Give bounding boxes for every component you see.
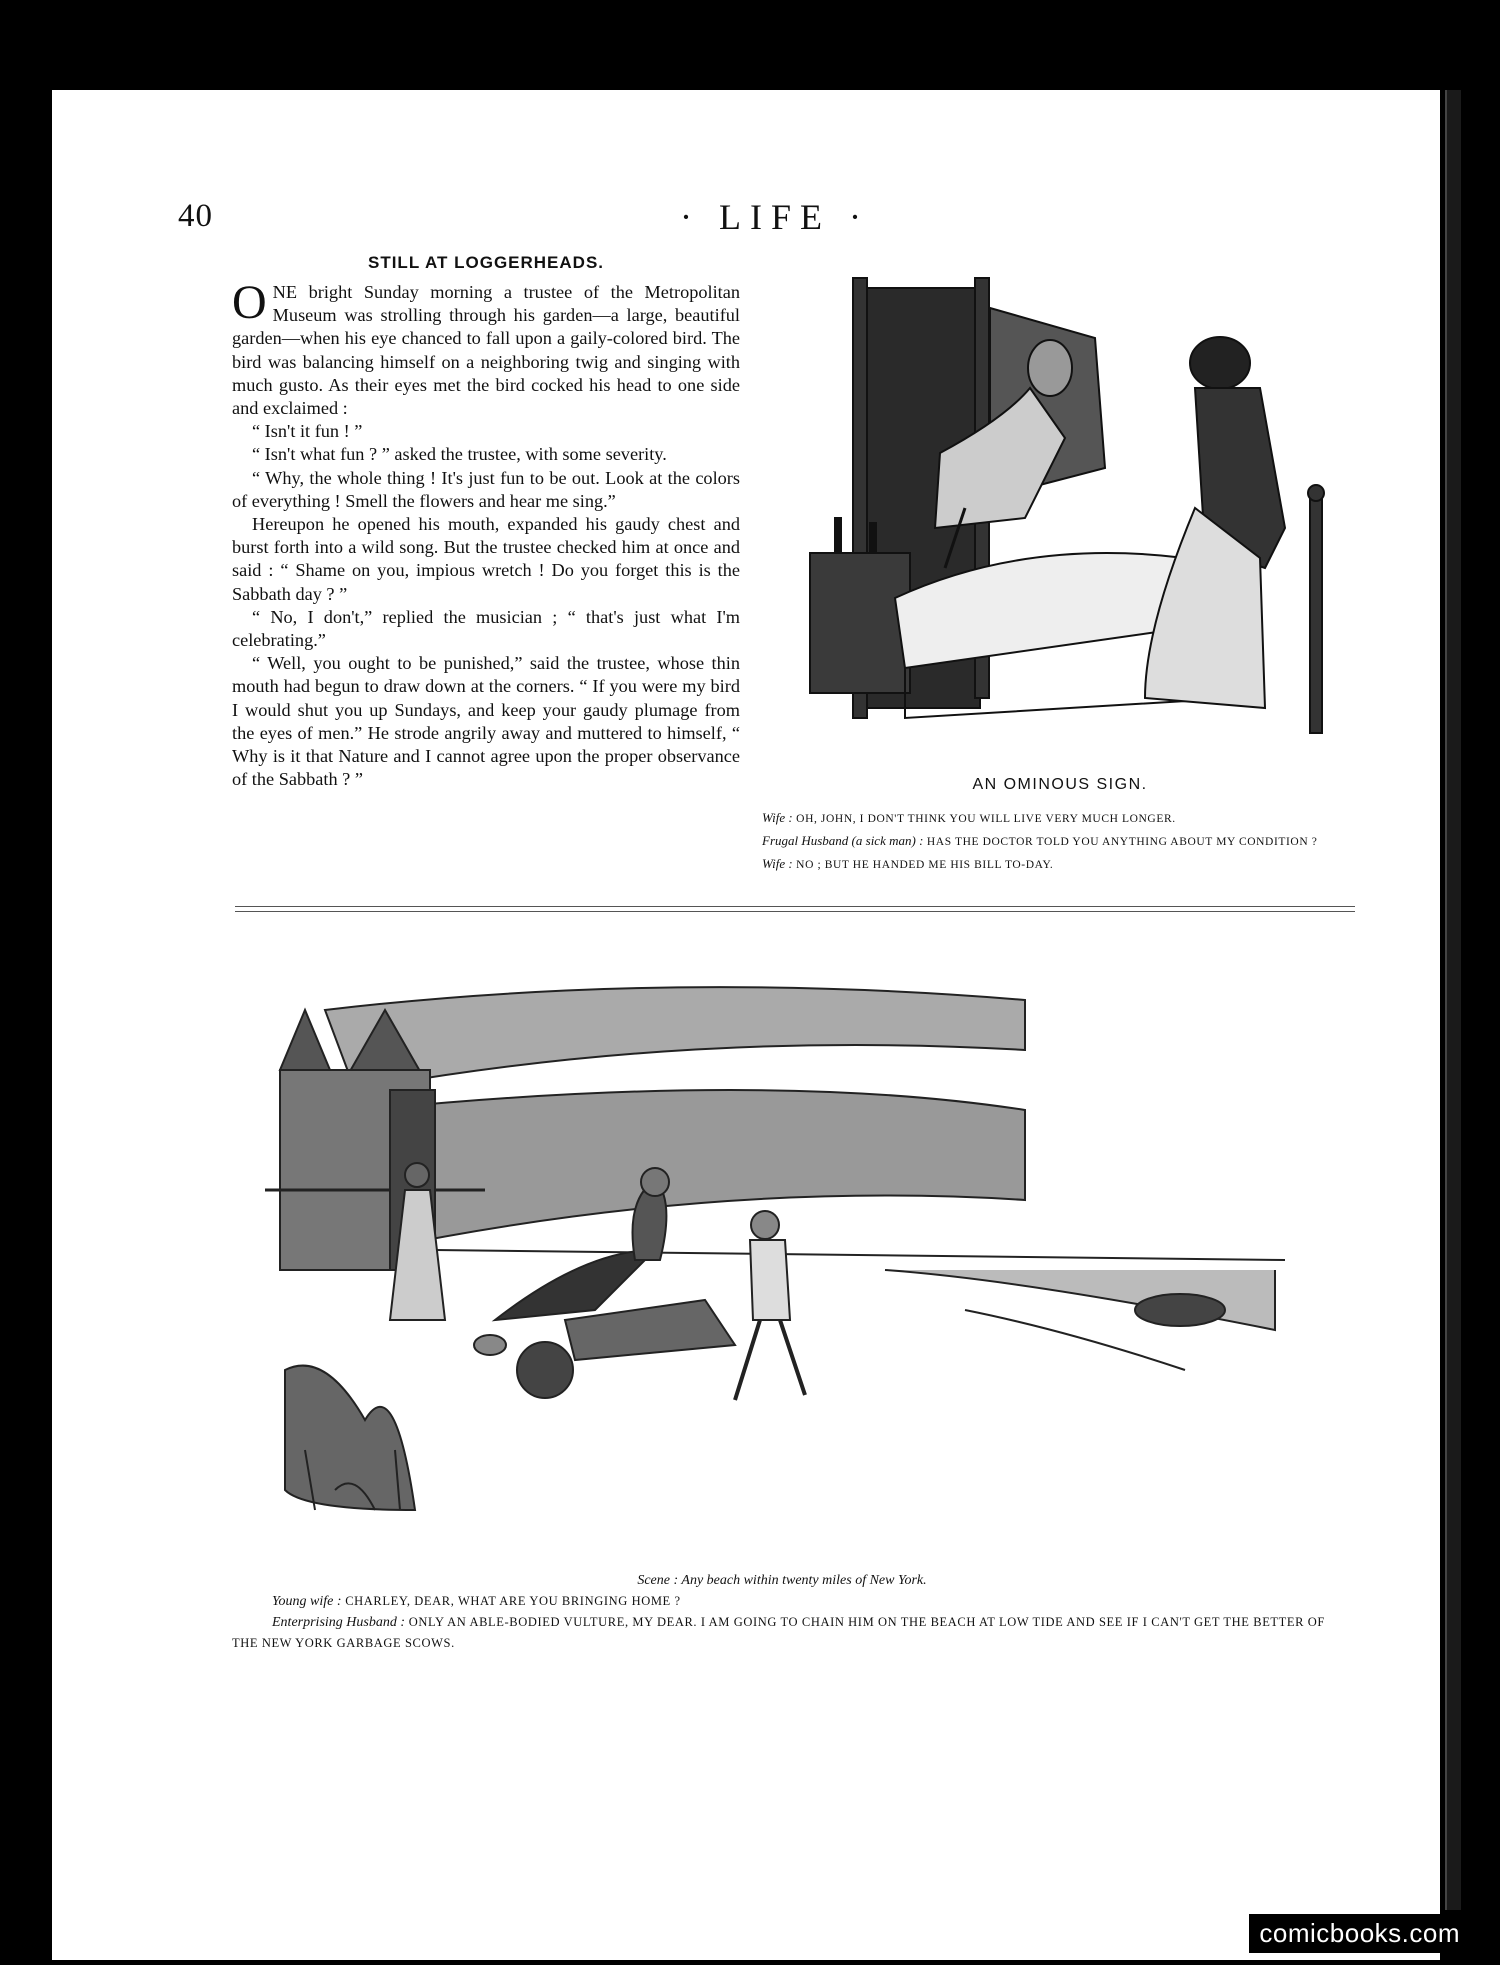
- beach-vulture-illustration: [265, 950, 1285, 1575]
- article-paragraph: ONE bright Sunday morning a trustee of the Metropolitan Museum was strolling through his garden—a large, beautiful garden—when his eye chanced to fall upon a gaily-colored bird. The bird was balancing himself on a neighboring twig and singing with much gusto. As their eyes met the bird cocked his head to one side and exclaimed :: [232, 276, 740, 419]
- article-title: STILL AT LOGGERHEADS.: [367, 253, 605, 272]
- dialogue-line: Wife : NO ; BUT HE HANDED ME HIS BILL TO-DAY.: [762, 856, 1054, 871]
- page-number: 40: [178, 198, 213, 234]
- article-paragraph: “ No, I don't,” replied the musician ; “ that's just what I'm celebrating.”: [232, 606, 740, 651]
- article-paragraph: “ Isn't it fun ! ”: [252, 421, 363, 442]
- article: [232, 253, 740, 791]
- scene-description: Scene : Any beach within twenty miles of New York.: [637, 1573, 927, 1588]
- dialogue-line: Enterprising Husband : ONLY AN ABLE-BODIED VULTURE, MY DEAR. I AM GOING TO CHAIN HIM ON THE BEACH AT LOW TIDE AND SEE IF I CAN'T GET THE BETTER OF THE NEW YORK GARBAGE SCOWS.: [232, 1615, 1325, 1650]
- cartoon-caption: [232, 1570, 1332, 1654]
- site-watermark: comicbooks.com: [1249, 1914, 1470, 1953]
- cartoon-caption-title: AN OMINOUS SIGN.: [972, 776, 1148, 793]
- page-spine: [1445, 90, 1461, 1910]
- article-paragraph: “ Well, you ought to be punished,” said the trustee, whose thin mouth had begun to draw down at the corners. “ If you were my bird I would shut you up Sundays, and keep your gaudy plumage from the eyes of men.” He strode angrily away and muttered to himself, “ Why is it that Nature and I cannot agree upon the proper observance of the Sabbath ? ”: [232, 653, 740, 790]
- sickbed-illustration: [765, 268, 1355, 768]
- dialogue-line: Frugal Husband (a sick man) : HAS THE DOCTOR TOLD YOU ANYTHING ABOUT MY CONDITION ?: [762, 833, 1318, 848]
- section-divider: [235, 906, 1355, 912]
- article-paragraph: “ Isn't what fun ? ” asked the trustee, with some severity.: [252, 444, 667, 465]
- masthead-title: · LIFE ·: [680, 197, 870, 237]
- article-paragraph: Hereupon he opened his mouth, expanded his gaudy chest and burst forth into a wild song. But the trustee checked him at once and said : “ Shame on you, impious wretch ! Do you forget this is the Sabbath day ? ”: [232, 514, 740, 604]
- cartoon-dialogue: [750, 807, 1330, 876]
- drop-cap: O: [232, 276, 267, 329]
- dialogue-line: Young wife : CHARLEY, DEAR, WHAT ARE YOU BRINGING HOME ?: [272, 1594, 681, 1609]
- dialogue-line: Wife : OH, JOHN, I DON'T THINK YOU WILL LIVE VERY MUCH LONGER.: [762, 810, 1176, 825]
- article-paragraph: “ Why, the whole thing ! It's just fun to be out. Look at the colors of everything ! Smell the flowers and hear me sing.”: [232, 467, 740, 511]
